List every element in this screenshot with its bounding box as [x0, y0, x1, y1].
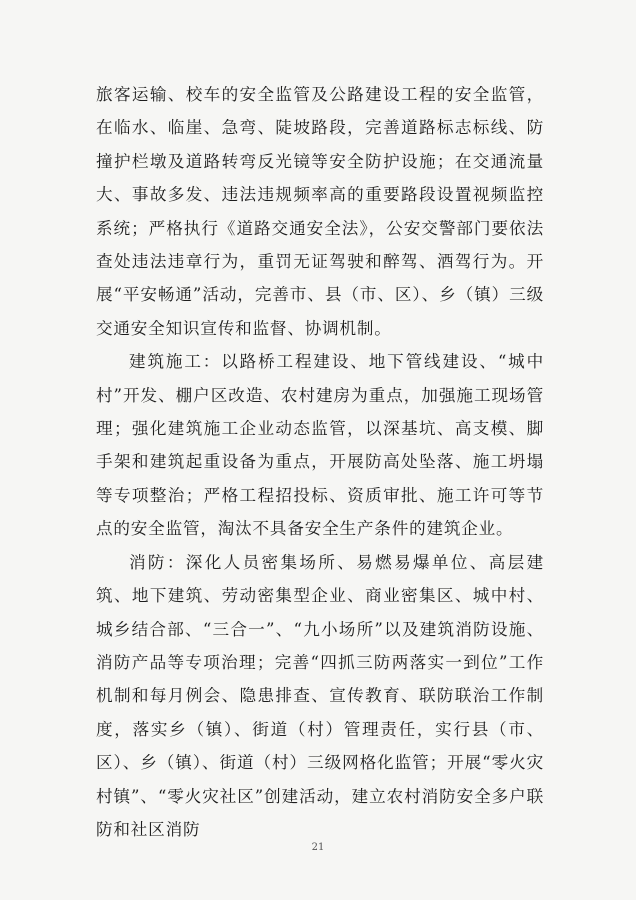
body-text — [96, 78, 544, 846]
paragraph-fire-safety: 消防：深化人员密集场所、易燃易爆单位、高层建筑、地下建筑、劳动密集型企业、商业密集区、城中村、城乡结合部、“三合一”、“九小场所”以及建筑消防设施、消防产品等专项治理；完善“四抓三防两落实一到位”工作机制和每月例会、隐患排查、宣传教育、联防联治工作制度，落实乡（镇）、街道（村）管理责任，实行县（市、区）、乡（镇）、街道（村）三级网格化监管；开展“零火灾村镇”、“零火灾社区”创建活动，建立农村消防安全多户联防和社区消防 — [96, 552, 544, 839]
page-number: 21 — [311, 842, 325, 853]
paragraph-transport-safety: 旅客运输、校车的安全监管及公路建设工程的安全监管，在临水、临崖、急弯、陡坡路段，完善道路标志标线、防撞护栏墩及道路转弯反光镜等安全防护设施；在交通流量大、事故多发、违法违规频率高的重要路段设置视频监控系统；严格执行《道路交通安全法》，公安交警部门要依法查处违法违章行为，重罚无证驾驶和醉驾、酒驾行为。开展“平安畅通”活动，完善市、县（市、区）、乡（镇）三级交通安全知识宣传和监督、协调机制。 — [96, 85, 544, 338]
paragraph-construction-safety: 建筑施工：以路桥工程建设、地下管线建设、“城中村”开发、棚户区改造、农村建房为重点，加强施工现场管理；强化建筑施工企业动态监管，以深基坑、高支模、脚手架和建筑起重设备为重点，开展防高处坠落、施工坍塌等专项整治；严格工程招投标、资质审批、施工许可等节点的安全监管，淘汰不具备安全生产条件的建筑企业。 — [96, 352, 544, 539]
